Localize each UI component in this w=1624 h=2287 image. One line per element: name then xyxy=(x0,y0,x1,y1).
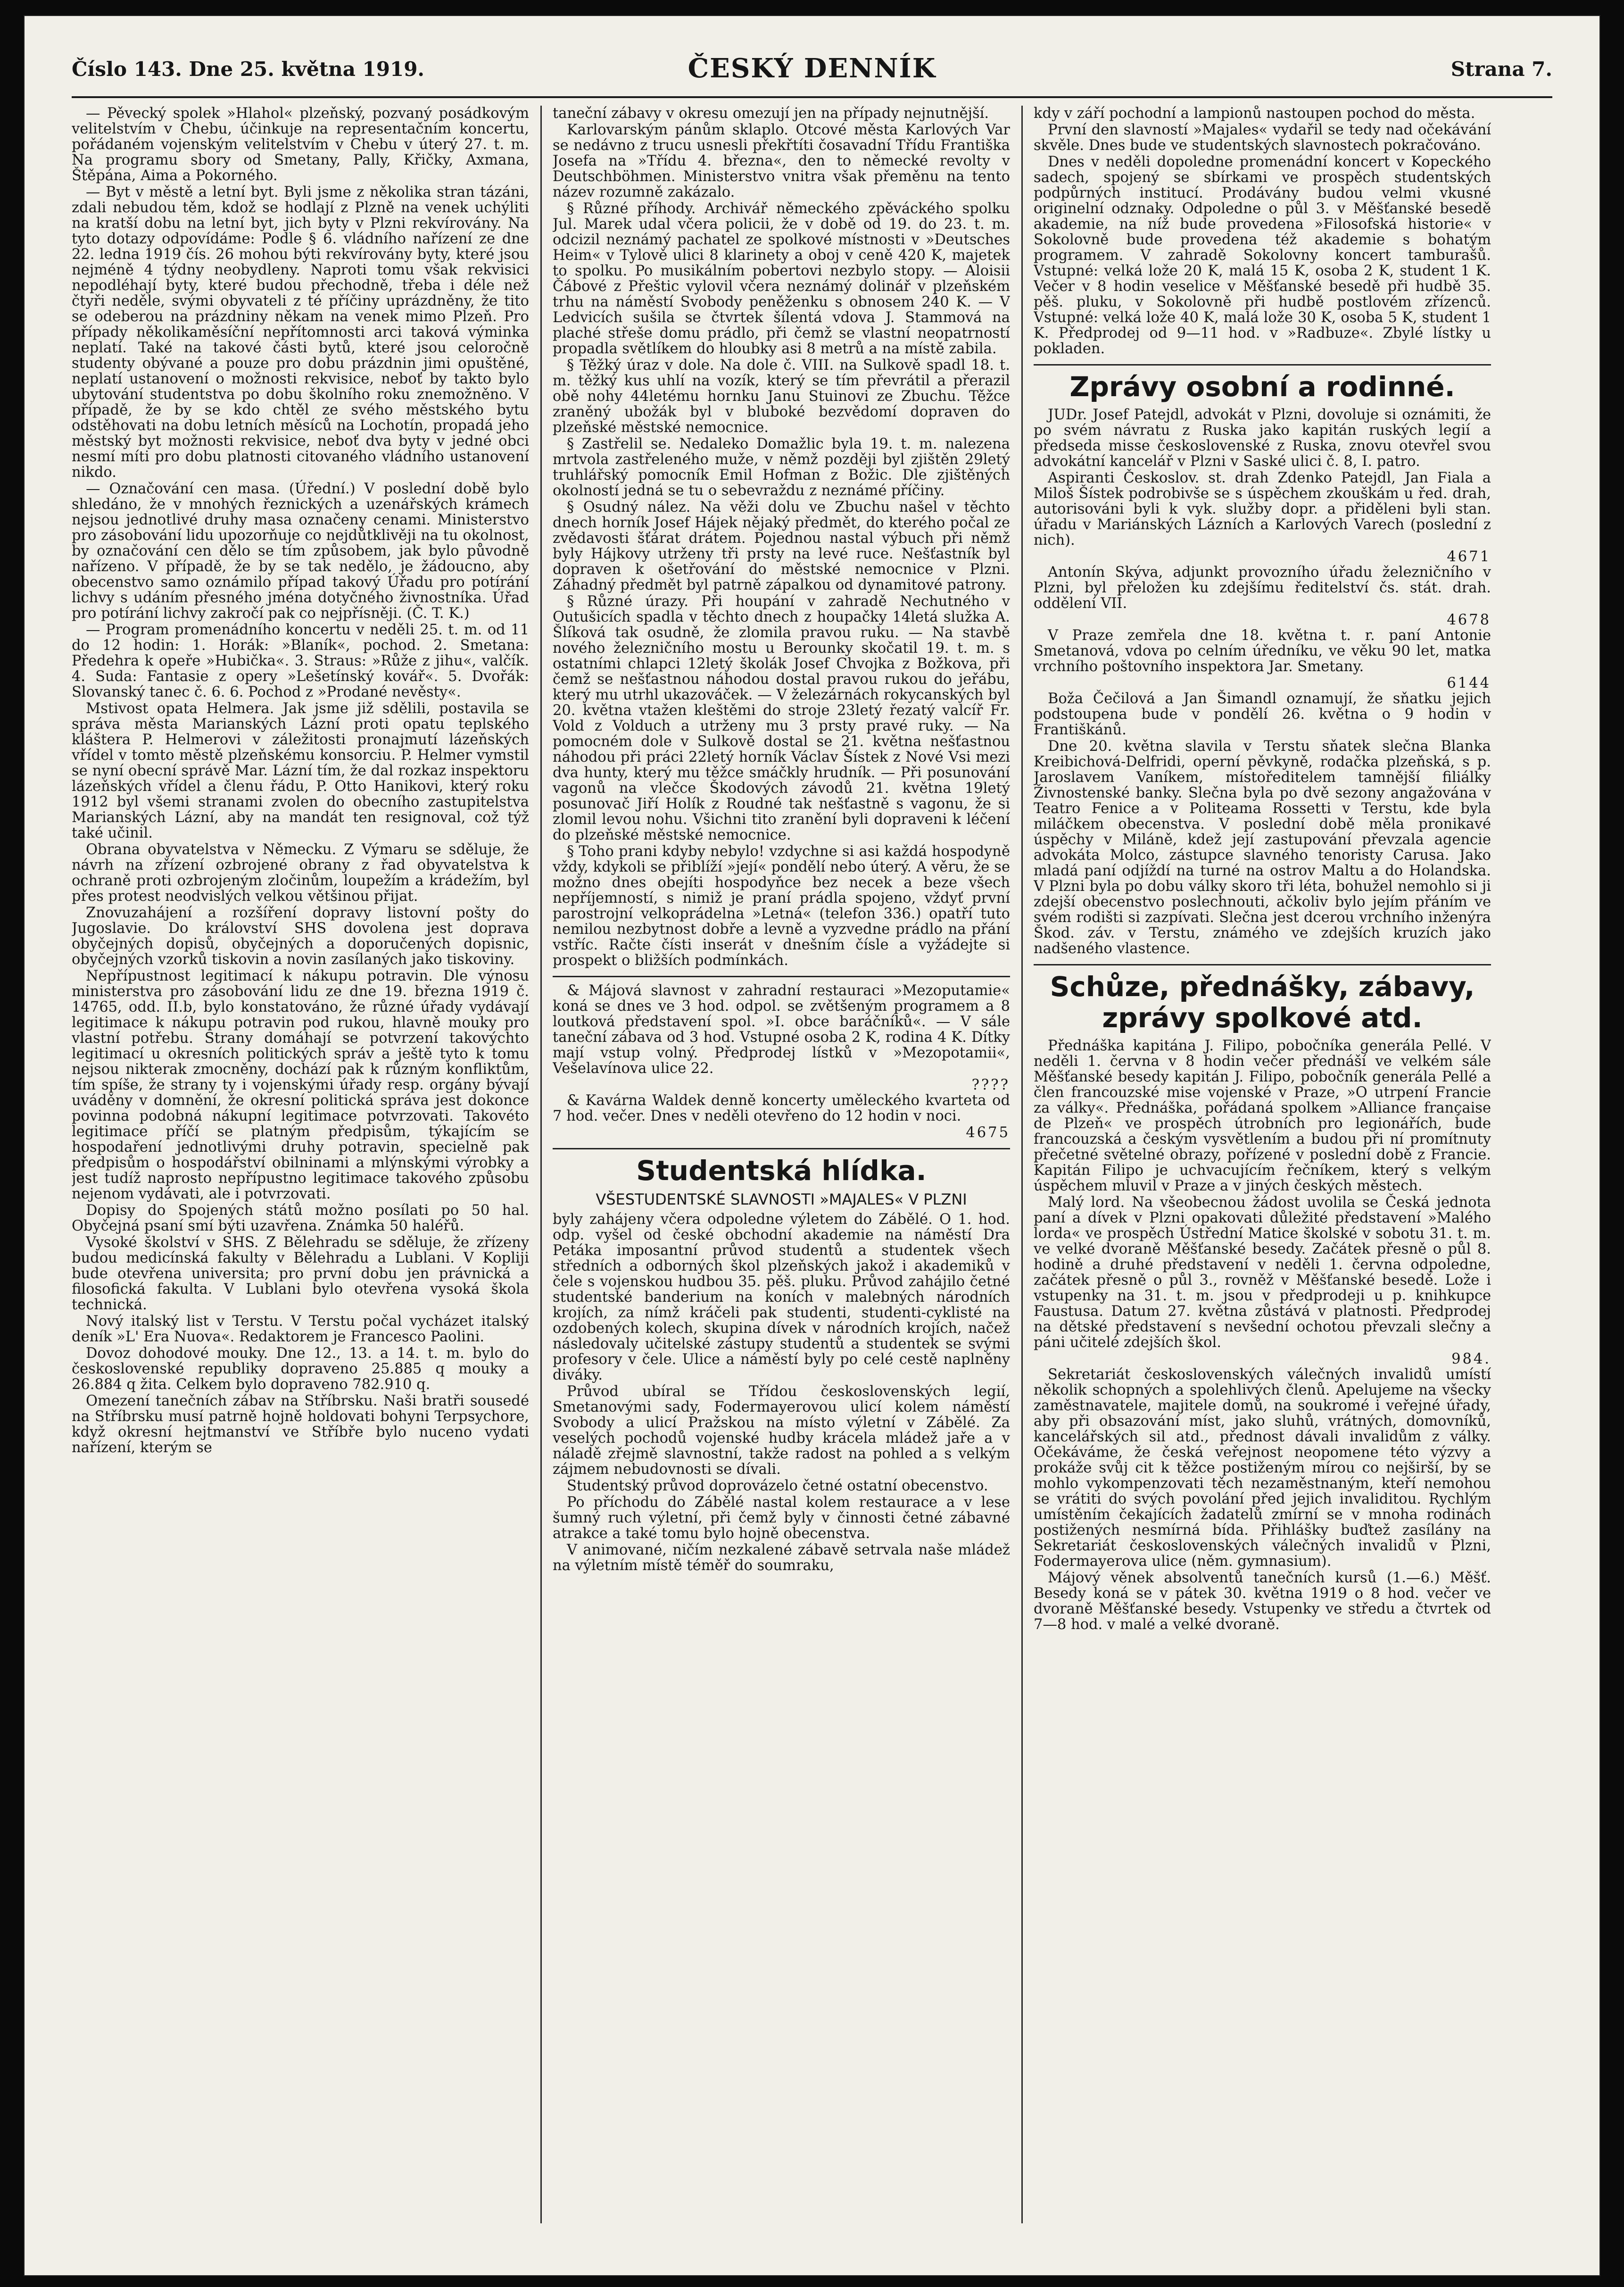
section-separator xyxy=(553,976,1010,977)
article-ruzne-prihody: § Různé příhody. Archivář německého zpěváckého spolku Jul. Marek udal včera policii, že v době od 19. do 23. t. m. odcizil neznámý pachatel ze spolkové místnosti v »Deutsches Heim« v Tylově ulici 8 klarinety a oboj v ceně 420 K, majetek to spolku. Po musikálním pobertovi nezbylo stopy. — Aloisii Čábové z Přeštic vylovil včera neznámý dolinář v plzeňském trhu na náměstí Svobody peněženku s obnosem 240 K. — V Ledvicích sušila se čtvrtek šílentá vdova J. Stammová na plaché střeše domu prádlo, při čemž se vlastní neopatrností propadla světlíkem do hloubky asi 8 metrů a na místě zabila. xyxy=(553,200,1010,357)
section-separator xyxy=(1034,364,1491,366)
advert-kavarna-waldek: & Kavárna Waldek denně koncerty uměleckého kvarteta od 7 hod. večer. Dnes v neděli otevřeno do 12 hodin v noci. xyxy=(553,1092,1010,1124)
newspaper-page xyxy=(25,16,1599,2275)
article-obrana: Obrana obyvatelstva v Německu. Z Výmaru se sděluje, že návrh na zřízení ozbrojené obrany z řad obyvatelstva k ochraně proti ozbrojeným zločinům, loupežím a krádežím, byl přes protest neodvislých velkou většinou přijat. xyxy=(72,841,529,905)
notice-number: 4671 xyxy=(1447,549,1491,565)
article-karlovy-vary: Karlovarským pánům sklaplo. Otcové města Karlových Var se nedávno z trucu usnesli překřtíti čosavadní Třídu Františka Josefa na »Třídu 4. března«, den to německé revolty v Deutschböhmen. Ministerstvo vnitra však přeměnu na tento název rozumně zakázalo. xyxy=(553,122,1010,200)
header-rule xyxy=(72,96,1552,98)
article-maly-lord: Malý lord. Na všeobecnou žádost uvolila se Česká jednota paní a dívek v Plzni opakovati důležité představení »Malého lorda« ve prospěch Ústřední Matice školské v sobotu 31. t. m. ve velké dvoraně Měšťanské besedy. Začátek přesně o půl 8. hodině a druhé představení v neděli 1. června odpoledne, začátek přesně o půl 3., rovněž v Měšťanské besedě. Lože i vstupenky na 31. t. m. jsou v předprodeji u p. knihkupce Faustusa. Datum 27. května zůstává v platnosti. Předprodej na dětské představení s nevšední ochotou převzali slečny a páni učitelé zdejších škol. xyxy=(1034,1194,1491,1351)
section-separator xyxy=(1034,964,1491,965)
notice-smetanova: V Praze zemřela dne 18. května t. r. paní Antonie Smetanová, vdova po celním úředníku, ve věku 90 let, matka vrchního poštovního inspektora Jar. Smetany. xyxy=(1034,627,1491,675)
notice-number: 6144 xyxy=(1447,675,1491,691)
article-tanecni-zabavy-cont: taneční zábavy v okresu omezují jen na případy nejnutnější. xyxy=(553,106,989,122)
article-byt: — Byt v městě a letní byt. Byli jsme z několika stran tázáni, zdali nebudou těm, kdož se hodlají z Plzně na venek uchýliti na kratší dobu na letní byt, jich byty v Plzni rekvírovány. Na tyto dotazy odpovídáme: Podle § 6. vládního nařízení ze dne 22. ledna 1919 čís. 26 mohou býti rekvírovány byty, které jsou nejméně 4 týdny neobydleny. Naproti tomu však rekvisici nepodléhají byty, které budou přechodně, třeba i déle než čtyři neděle, svými obyvateli z té příčiny uprázdněny, že tito se odeberou na prázdniny někam na venek mimo Plzeň. Pro případy několikaměsíční nepřítomnosti arci taková výminka neplatí. Také na takové části bytů, které jsou celoročně studenty obývané a pouze pro dobu prázdnin jimi opuštěné, neplatí ustanovení o možnosti rekvisice, neboť by takto bylo ubytování studentstva po dobu školního roku znemožněno. V případě, že by se kdo chtěl ze svého městského bytu odstěhovati na dobu letních měsíců na Lochotín, propadá jeho městský byt možnosti rekvisice, neboť dva byty v jedné obci nesmí míti pro dobu platnosti citovaného vládního ustanovení nikdo. xyxy=(72,184,529,481)
article-majales-4: Po příchodu do Zábělé nastal kolem restaurace a v lese šumný ruch výletní, při čemž byly v činnosti četné zábavné atrakce a také tomu bylo hojně obecenstva. xyxy=(553,1494,1010,1542)
article-majales-cont: kdy v září pochodní a lampionů nastoupen pochod do města. xyxy=(1034,106,1475,122)
article-koncert-program: — Program promenádního koncertu v neděli 25. t. m. od 11 do 12 hodin: 1. Horák: »Blaník«, pochod. 2. Smetana: Předehra k opeře »Hubička«. 3. Straus: »Růže z jihu«, valčík. 4. Suda: Fantasie z opery »Lešetínský kovář«. 5. Dvořák: Slovanský tanec č. 6. 6. Pochod z »Prodané nevěsty«. xyxy=(72,622,529,700)
article-skolstvi-shs: Vysoké školství v SHS. Z Bělehradu se sděluje, že zřízeny budou medicínská fakulty v Bělehradu a Lublani. V Kopliji bude otevřena universita; pro první dobu jen právnická a filosofická fakulta. V Lublani bylo otevřena vysoká škola technická. xyxy=(72,1234,529,1313)
article-osudny-nalez: § Osudný nález. Na věži dolu ve Zbuchu našel v těchto dnech horník Josef Hájek nějaký předmět, do kterého počal ze zvědavosti šťárat drátem. Pojednou nastal výbuch při němž byly Hájkovy utrženy tři prsty na levé ruce. Nešťastník byl dopraven k ošetřování do městské nemocnice v Plzni. Záhadný předmět byl patrně zápalkou od dynamitové patrony. xyxy=(553,499,1010,593)
article-ceny-masa: — Označování cen masa. (Úřední.) V poslední době bylo shledáno, že v mnohých řeznických a uzenářských krámech nejsou jednotlivé druhy masa označeny cenami. Ministerstvo pro zásobování lidu upozorňuje co nejdůtklivěji na tu okolnost, by označování cen dělo se tím způsobem, jak bylo původně nařízeno. V případě, že by se tak nedělo, je žádoucno, aby obecenstvo samo oznámilo případ takový Úřadu pro potírání lichvy s udáním přesného jména dotyčného živnostníka. Úřad pro potírání lichvy zakročí pak co nejpřísněji. (Č. T. K.) xyxy=(72,481,529,622)
column-3 xyxy=(1034,106,1491,2223)
article-majales-program: Dnes v neděli dopoledne promenádní koncert v Kopeckého sadech, spojený se sbírkami ve prospěch studentských podpůrných institucí. Prodávány budou velmi vkusné originelní odznaky. Odpoledne o půl 3. v Měšťanské besedě akademie, na níž bude provedena »Filosofská historie« v Sokolovně bude provedena též akademie s bohatým programem. V zahradě Sokolovny koncert tamburašů. Vstupné: velká lože 20 K, malá 15 K, osoba 2 K, student 1 K. Večer v 8 hodin veselice v Měšťanské besedě při hudbě 35. pěš. pluku, v Sokolovně při hudbě postlovém zřízenců. Vstupné: velká lože 40 K, malá lože 30 K, osoba 5 K, student 1 K. Předprodej od 9—11 hod. v »Radbuze«. Zbylé lístky u pokladen. xyxy=(1034,154,1491,357)
article-hlahol: — Pěvecký spolek »Hlahol« plzeňský, pozvaný posádkovým velitelstvím v Chebu, účinkuje na representačním koncertu, pořádaném vojenským velitelstvím v Chebu v úterý 27. t. m. Na programu sbory od Smetany, Pally, Křičky, Axmana, Štěpána, Aima a Pokorného. xyxy=(72,106,529,184)
article-dovoz-mouky: Dovoz dohodové mouky. Dne 12., 13. a 14. t. m. bylo do československé republiky dopraveno 25.885 q mouky a 26.884 q žita. Celkem bylo dopraveno 782.910 q. xyxy=(72,1345,529,1393)
article-opat-helmer: Mstivost opata Helmera. Jak jsme již sdělili, postavila se správa města Marianských Lázní proti opatu teplského kláštera P. Helmerovi v záležitosti pronajmutí lázeňských vřídel v tomto městě plzeňskému konsorciu. P. Helmer vymstil se nyní obecní správě Mar. Lázní tím, že dal rozkaz inspektoru lázeňských vřídel a členu řádu, P. Otto Hanikovi, který roku 1912 byl všemi stranami zvolen do obecního zastupitelstva Marianských Lázní, aby na mandát ten resignoval, což týž také učinil. xyxy=(72,700,529,841)
masthead xyxy=(72,53,1552,91)
advert-number: 4675 xyxy=(966,1124,1010,1141)
column-2 xyxy=(553,106,1010,2223)
section-heading-studentska: Studentská hlídka. xyxy=(636,1155,927,1187)
page-number: Strana 7. xyxy=(1450,58,1552,81)
notice-snatek-kreibichova: Dne 20. května slavila v Terstu sňatek slečna Blanka Kreibichová-Delfridi, operní pěvkyně, rodačka plzeňská, s p. Jaroslavem Vaníkem, místoředitelem tamnější filiálky Živnostenské banky. Slečna byla po dvě sezony angažována v Teatro Fenice a v Politeama Rossetti v Terstu, kde byla miláčkem obecenstva. V poslední době měla pronikavé úspěchy v Miláně, kdež její zastupování převzala agencie advokáta Molco, zástupce slavného tenoristy Carusa. Jako mladá paní odjíždí na turné na ostrov Maltu a do Holandska. V Plzni byla po dobu války skoro tři léta, bohužel nemohlo si ji zdejší obecenstvo poslechnouti, ačkoliv bylo jejím přáním ve svém rodišti si zazpívati. Slečna jest dcerou vrchního inženýra Škod. záv. v Terstu, známého ve zdejších kruzích jako nadšeného vlastence. xyxy=(1034,738,1491,957)
notice-skyva: Antonín Skýva, adjunkt provozního úřadu železničního v Plzni, byl přeložen ku zdejšímu ředitelství čs. stát. drah. oddělení VII. xyxy=(1034,564,1491,612)
section-heading-osobni: Zprávy osobní a rodinné. xyxy=(1069,371,1455,403)
article-majales-den: První den slavností »Majales« vydařil se tedy nad očekávání skvěle. Dnes bude ve studentských slavnostech pokračováno. xyxy=(1034,122,1491,154)
notice-patejdl: JUDr. Josef Patejdl, advokát v Plzni, dovoluje si oznámiti, že po svém návratu z Ruska jako kapitán ruských legií a předseda misse československé z Ruska, znovu otevřel svou advokátní kancelář v Plzni v Saské ulici č. 8, I. patro. xyxy=(1034,407,1491,470)
notice-number: 984. xyxy=(1451,1351,1491,1367)
article-ruzne-urazy: § Různé úrazy. Při houpání v zahradě Nechutného v Outušicích spadla v těchto dnech z houpačky 14letá služka A. Šlíková tak osudně, že zlomila pravou ruku. — Na stavbě nového železničního mostu u Berounky skočatil 19. t. m. s ostatními chlapci 12letý školák Josef Chvojka z Božkova, při čemž se nešťastnou náhodou dostal pravou rukou do jeřábu, který mu utrhl ukazováček. — V železárnách rokycanských byl 20. května vtažen kleštěmi do stroje 23letý řezatý valcíř Fr. Vold z Volduch a utrženy mu 3 prsty pravé ruky. — Na pomocném dole v Sulkově dostal se 21. května nešťastnou náhodou při práci 22letý horník Václav Šístek z Nové Vsi mezi dva hunty, který mu těžce smáčkly hrudník. — Při posunování vagonů na vlečce Škodových závodů 21. května 19letý posunovač Jiří Holík z Roudné tak nešťastně s vagonu, že si zlomil levou nohu. Všichni tito zranění byli dopraveni k léčení do plzeňské městské nemocnice. xyxy=(553,593,1010,843)
advert-pradelna: § Toho prani kdyby nebylo! vzdychne si asi každá hospodyně vždy, kdykoli se přiblíží »její« pondělí nebo úterý. A věru, že se možno dnes obejíti hospodyňce bez necek a beze všech nepříjemností, s nimiž je praní prádla spojeno, vždyť první parostrojní velkoprádelna »Letná« (telefon 336.) opatří tuto nemilou nezbytnost dobře a levně a vyzvedne prádlo na přání vstříc. Račte čísti inserát v dnešním čísle a vyžádejte si prospekt o bližších podmínkách. xyxy=(553,843,1010,969)
article-majales-5: V animované, ničím nezkalené zábavě setrvala naše mládež na výletním místě téměř do soumraku, xyxy=(553,1542,1010,1574)
section-heading-schuze: Schůze, přednášky, zábavy, zprávy spolkové atd. xyxy=(1050,971,1475,1034)
issue-info: Číslo 143. Dne 25. května 1919. xyxy=(72,58,425,81)
article-invalidi: Sekretariát československých válečných invalidů umístí několik schopných a spolehlivých členů. Apelujeme na všecky zaměstnavatele, majitele domů, na soukromé i veřejné úřady, aby při obsazování míst, jako sluhů, vrátných, domovníků, kancelářských sil atd., přednost dávali invalidům z války. Očekáváme, že česká veřejnost neopomene této výzvy a prokáže svůj cit k těžce postiženým mírou co nejširší, by se mohlo vykompenzovati těch nezaměstnaným, kteří nemohou se vrátiti do svých povolání před jejich invaliditou. Rychlým umístěním čekajících žadatelů zmírní se v mnoha rodinách postižených nesmírná bída. Přihlášky buďtež zasílány na Sekretariát československých válečných invalidů v Plzni, Fodermayerova ulice (něm. gymnasium). xyxy=(1034,1366,1491,1570)
article-italsky-list: Nový italský list v Terstu. V Terstu počal vycházet italský deník »L' Era Nuova«. Redaktorem je Francesco Paolini. xyxy=(72,1313,529,1345)
article-majales-2: Průvod ubíral se Třídou československých legií, Smetanovými sady, Fodermayerovou ulicí kolem náměstí Svobody a ulicí Pražskou na místo výletní v Zábělé. Za veselých pochodů vojenské hudby krácela mládež jaře a v náladě zřejmě slavnostní, takže radost na pohled a s velkým zájmem nebudovnosti se dívali. xyxy=(553,1383,1010,1478)
article-subheading: VŠESTUDENTSKÉ SLAVNOSTI »MAJALES« V PLZNI xyxy=(596,1190,967,1208)
section-separator xyxy=(553,1148,1010,1149)
article-dopisy-usa: Dopisy do Spojených států možno posílati po 50 hal. Obyčejná psaní smí býti uzavřena. Známka 50 haléřů. xyxy=(72,1202,529,1234)
newspaper-title: ČESKÝ DENNÍK xyxy=(688,53,936,84)
advert-majova-slavnost: & Májová slavnost v zahradní restauraci »Mezoputamie« koná se dnes ve 3 hod. odpol. se zvětšeným programem a 8 loutková představení spol. »I. obce baráčníků«. — V sále taneční zábava od 3 hod. Vstupné osoba 2 K, rodina 4 K. Dítky mají vstup volný. Předprodej lístků v »Mezopotamii«, Vešelavínova ulice 22. xyxy=(553,982,1010,1077)
article-majovy-venek: Májový věnek absolventů tanečních kursů (1.—6.) Měšť. Besedy koná se v pátek 30. května 1919 o 8 hod. večer ve dvoraně Měšťanské besedy. Vstupenky ve středu a čtvrtek od 7—8 hod. v malé a velké dvoraně. xyxy=(1034,1570,1491,1633)
article-tanecni-zabavy: Omezení tanečních zábav na Stříbrsku. Naši bratři sousedé na Stříbrsku musí patrně hojně holdovati bohyni Terpsychore, když okresní hejtmanství ve Stříbře bylo nuceno vydati nařízení, kterým se xyxy=(72,1393,529,1456)
article-posta-jugoslavie: Znovuzahájení a rozšíření dopravy listovní pošty do Jugoslavie. Do království SHS dovolena jest doprava obyčejných dopisů, obyčejných a doporučených dopisnic, obyčejných vzorků tiskovin a novin zasílaných jako tiskoviny. xyxy=(72,905,529,968)
column-divider xyxy=(1021,106,1023,2223)
article-majales-3: Studentský průvod doprovázelo četné ostatní obecenstvo. xyxy=(567,1478,988,1494)
advert-code: ???? xyxy=(971,1077,1010,1093)
article-majales-1: byly zahájeny včera odpoledne výletem do Zábělé. O 1. hod. odp. vyšel od české obchodní akademie na náměstí Dra Petáka imposantní průvod studentů a studentek všech středních a odborných škol plzeňských jakož i akademiků v čele s vojenskou hudbou 35. pěš. pluku. Průvod zahájilo četné studentské banderium na koních v malebných národních krojích, za nímž kráčeli pak studenti, studenti-cyklisté na ozdobených kolech, skupina dívek v národních krojích, načež následovaly učitelské zástupy studentů a studentek se svými profesory v čele. Ulice a náměstí byly po celé cestě naplněny diváky. xyxy=(553,1211,1010,1383)
notice-aspiranti: Aspiranti Českoslov. st. drah Zdenko Patejdl, Jan Fiala a Miloš Šístek podrobivše se s úspěchem zkouškám u řed. drah, autorisováni byli k vyk. služby dopr. a přiděleni byli stan. úřadu v Mariánských Lázních a Karlových Varech (poslední z nich). xyxy=(1034,470,1491,549)
article-uraz-v-dole: § Těžký úraz v dole. Na dole č. VIII. na Sulkově spadl 18. t. m. těžký kus uhlí na vozík, který se tím převrátil a přerazil obě nohy 44letému hornku Janu Stuinovi ze Zbuchu. Těžce zraněný ubožák byl v bluboké bezvědomí dopraven do plzeňské městské nemocnice. xyxy=(553,357,1010,436)
notice-number: 4678 xyxy=(1447,612,1491,628)
article-prednaska-filipo: Přednáška kapitána J. Filipo, pobočníka generála Pellé. V neděli 1. června v 8 hodin večer přednáší ve velkém sále Měšťanské besedy kapitán J. Filipo, pobočník generála Pellé a člen francouzské mise vojenské v Praze, »O utrpení Francie za války«. Přednáška, pořádaná spolkem »Alliance française de Plzeň« ve prospěch útrobních pro legionářích, bude francouzská a českým vysvětlením a budou při ní promítnuty přečetné světelné obrazy, pořízené v poslední době z Francie. Kapitán Filipo je uchvacujícím řečníkem, který s velkým úspěchem mluvil v Praze a v jiných českých městech. xyxy=(1034,1038,1491,1194)
article-zastrelil-se: § Zastřelil se. Nedaleko Domažlic byla 19. t. m. nalezena mrtvola zastřeleného muže, v němž později byl zjištěn 29letý truhlářský pomocník Emil Hofman z Božic. Dle zjištěných okolností jedná se tu o sebevraždu z neznámé příčiny. xyxy=(553,436,1010,499)
column-1 xyxy=(72,106,529,2223)
notice-snatek-cecilova: Boža Čečilová a Jan Šimandl oznamují, že sňatku jejich podstoupena bude v pondělí 26. května o 9 hodin v Františkánů. xyxy=(1034,690,1491,738)
column-divider xyxy=(540,106,542,2223)
article-legitimace: Nepřípustnost legitimací k nákupu potravin. Dle výnosu ministerstva pro zásobování lidu ze dne 19. března 1919 č. 14765, odd. II.b, bylo konstatováno, že různé úřady vydávají legitimace k nákupu potravin pod rukou, hlavně mouky pro vlastní potřebu. Strany domáhají se potvrzení takovýchto legitimací u okresních politických správ a ještě tyto k tomu nejsou nikterak zmocněny, dochází pak k různým konfliktům, tím spíše, že strany ty i vojenskými úřady resp. orgány bývají uváděny v domnění, že okresní politická správa jest dokonce povinna podobná nákupní legitimace potvrzovati. Takovéto legitimace příčí se platným předpisům, týkajícím se hospodaření jednotlivými druhy potravin, specielně pak předpisům o hospodářství obilninami a mlýnskými výrobky a jest tudíž naprosto nepřípustno legitimace takového způsobu nejenom vydávati, ale i potvrzovati. xyxy=(72,968,529,1202)
